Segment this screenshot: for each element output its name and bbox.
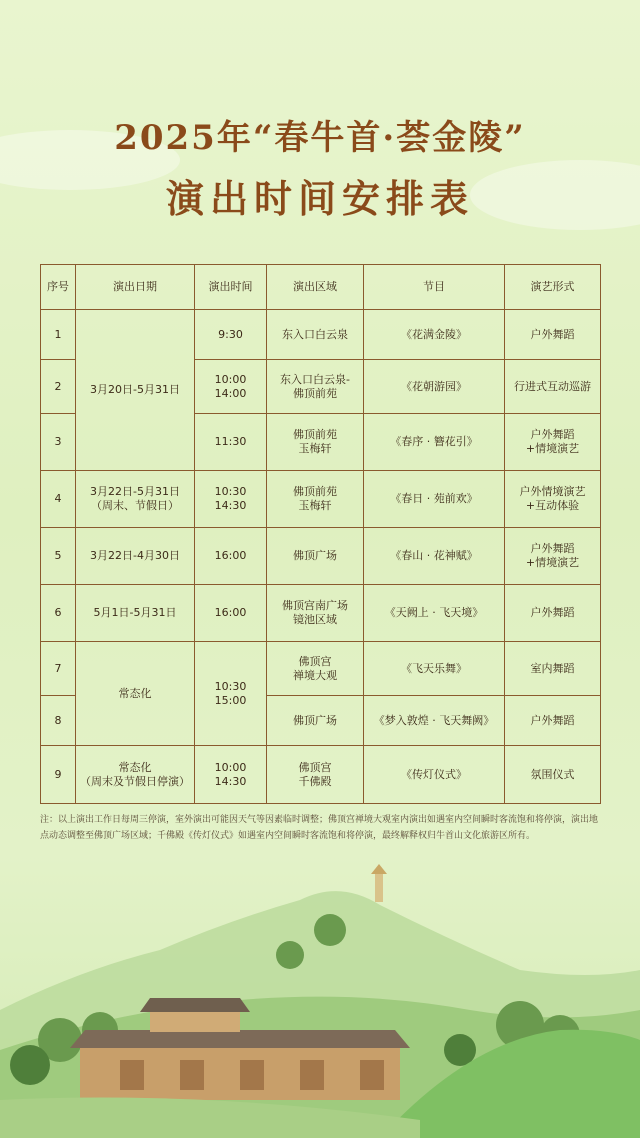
time-cell: 11:30 — [195, 414, 267, 471]
form-cell: 户外舞蹈 +情境演艺 — [505, 528, 601, 585]
table-row — [41, 746, 601, 804]
time-cell: 16:00 — [195, 585, 267, 642]
program-cell: 《春日 · 苑前欢》 — [364, 471, 505, 528]
area-cell: 佛顶广场 — [267, 528, 364, 585]
form-cell: 户外舞蹈 +情境演艺 — [505, 414, 601, 471]
form-cell: 行进式互动巡游 — [505, 360, 601, 414]
program-cell: 《天阙上 · 飞天境》 — [364, 585, 505, 642]
form-cell: 户外情境演艺 +互动体验 — [505, 471, 601, 528]
time-cell: 10:00 14:30 — [195, 746, 267, 804]
program-cell: 《传灯仪式》 — [364, 746, 505, 804]
area-cell: 佛顶广场 — [267, 696, 364, 746]
form-cell: 氛围仪式 — [505, 746, 601, 804]
page-title: 2025年“春牛首·荟金陵” — [114, 118, 526, 158]
form-cell: 户外舞蹈 — [505, 585, 601, 642]
footnote: 注：以上演出工作日每周三停演，室外演出可能因天气等因素临时调整；佛顶宫禅境大观室内演出如遇室内空间瞬时客流饱和将停演，演出地点动态调整至佛顶广场区域；千佛殿《传灯仪式》如遇室内空间瞬时客流饱和将停演，最终解释权归牛首山文化旅游区所有。 — [40, 815, 599, 841]
table-row — [41, 528, 601, 585]
header-cell-no: 序号 — [41, 265, 76, 310]
header-cell-time: 演出时间 — [195, 265, 267, 310]
form-cell: 室内舞蹈 — [505, 642, 601, 696]
area-cell: 东入口白云泉- 佛顶前苑 — [267, 360, 364, 414]
row-number: 8 — [41, 696, 76, 746]
area-cell: 东入口白云泉 — [267, 310, 364, 360]
landscape-illustration — [0, 860, 640, 1138]
date-cell: 5月1日-5月31日 — [76, 585, 195, 642]
row-number: 1 — [41, 310, 76, 360]
time-cell: 16:00 — [195, 528, 267, 585]
header-cell-program: 节目 — [364, 265, 505, 310]
row-number: 3 — [41, 414, 76, 471]
program-cell: 《花满金陵》 — [364, 310, 505, 360]
row-number: 9 — [41, 746, 76, 804]
date-cell: 3月22日-5月31日 （周末、节假日） — [76, 471, 195, 528]
date-cell: 3月22日-4月30日 — [76, 528, 195, 585]
row-number: 2 — [41, 360, 76, 414]
row-number: 4 — [41, 471, 76, 528]
time-cell: 10:00 14:00 — [195, 360, 267, 414]
time-cell: 9:30 — [195, 310, 267, 360]
area-cell: 佛顶宫南广场 镜池区域 — [267, 585, 364, 642]
area-cell: 佛顶宫 禅境大观 — [267, 642, 364, 696]
form-cell: 户外舞蹈 — [505, 310, 601, 360]
page-subtitle: 演出时间安排表 — [165, 176, 474, 221]
header-cell-area: 演出区域 — [267, 265, 364, 310]
date-cell: 3月20日-5月31日 — [76, 310, 195, 471]
table-header-row — [41, 265, 601, 310]
row-number: 7 — [41, 642, 76, 696]
header-cell-form: 演艺形式 — [505, 265, 601, 310]
table-row — [41, 642, 601, 696]
program-cell: 《春山 · 花神赋》 — [364, 528, 505, 585]
date-cell: 常态化 — [76, 642, 195, 746]
table-row — [41, 310, 601, 360]
time-cell: 10:30 15:00 — [195, 642, 267, 746]
table-row — [41, 585, 601, 642]
header-cell-date: 演出日期 — [76, 265, 195, 310]
date-cell: 常态化 （周末及节假日停演） — [76, 746, 195, 804]
time-cell: 10:30 14:30 — [195, 471, 267, 528]
area-cell: 佛顶前苑 玉梅轩 — [267, 471, 364, 528]
program-cell: 《飞天乐舞》 — [364, 642, 505, 696]
program-cell: 《春序 · 簪花引》 — [364, 414, 505, 471]
schedule-table — [40, 264, 601, 804]
form-cell: 户外舞蹈 — [505, 696, 601, 746]
table-row — [41, 471, 601, 528]
program-cell: 《花朝游园》 — [364, 360, 505, 414]
row-number: 6 — [41, 585, 76, 642]
row-number: 5 — [41, 528, 76, 585]
area-cell: 佛顶前苑 玉梅轩 — [267, 414, 364, 471]
program-cell: 《梦入敦煌 · 飞天舞阙》 — [364, 696, 505, 746]
area-cell: 佛顶宫 千佛殿 — [267, 746, 364, 804]
